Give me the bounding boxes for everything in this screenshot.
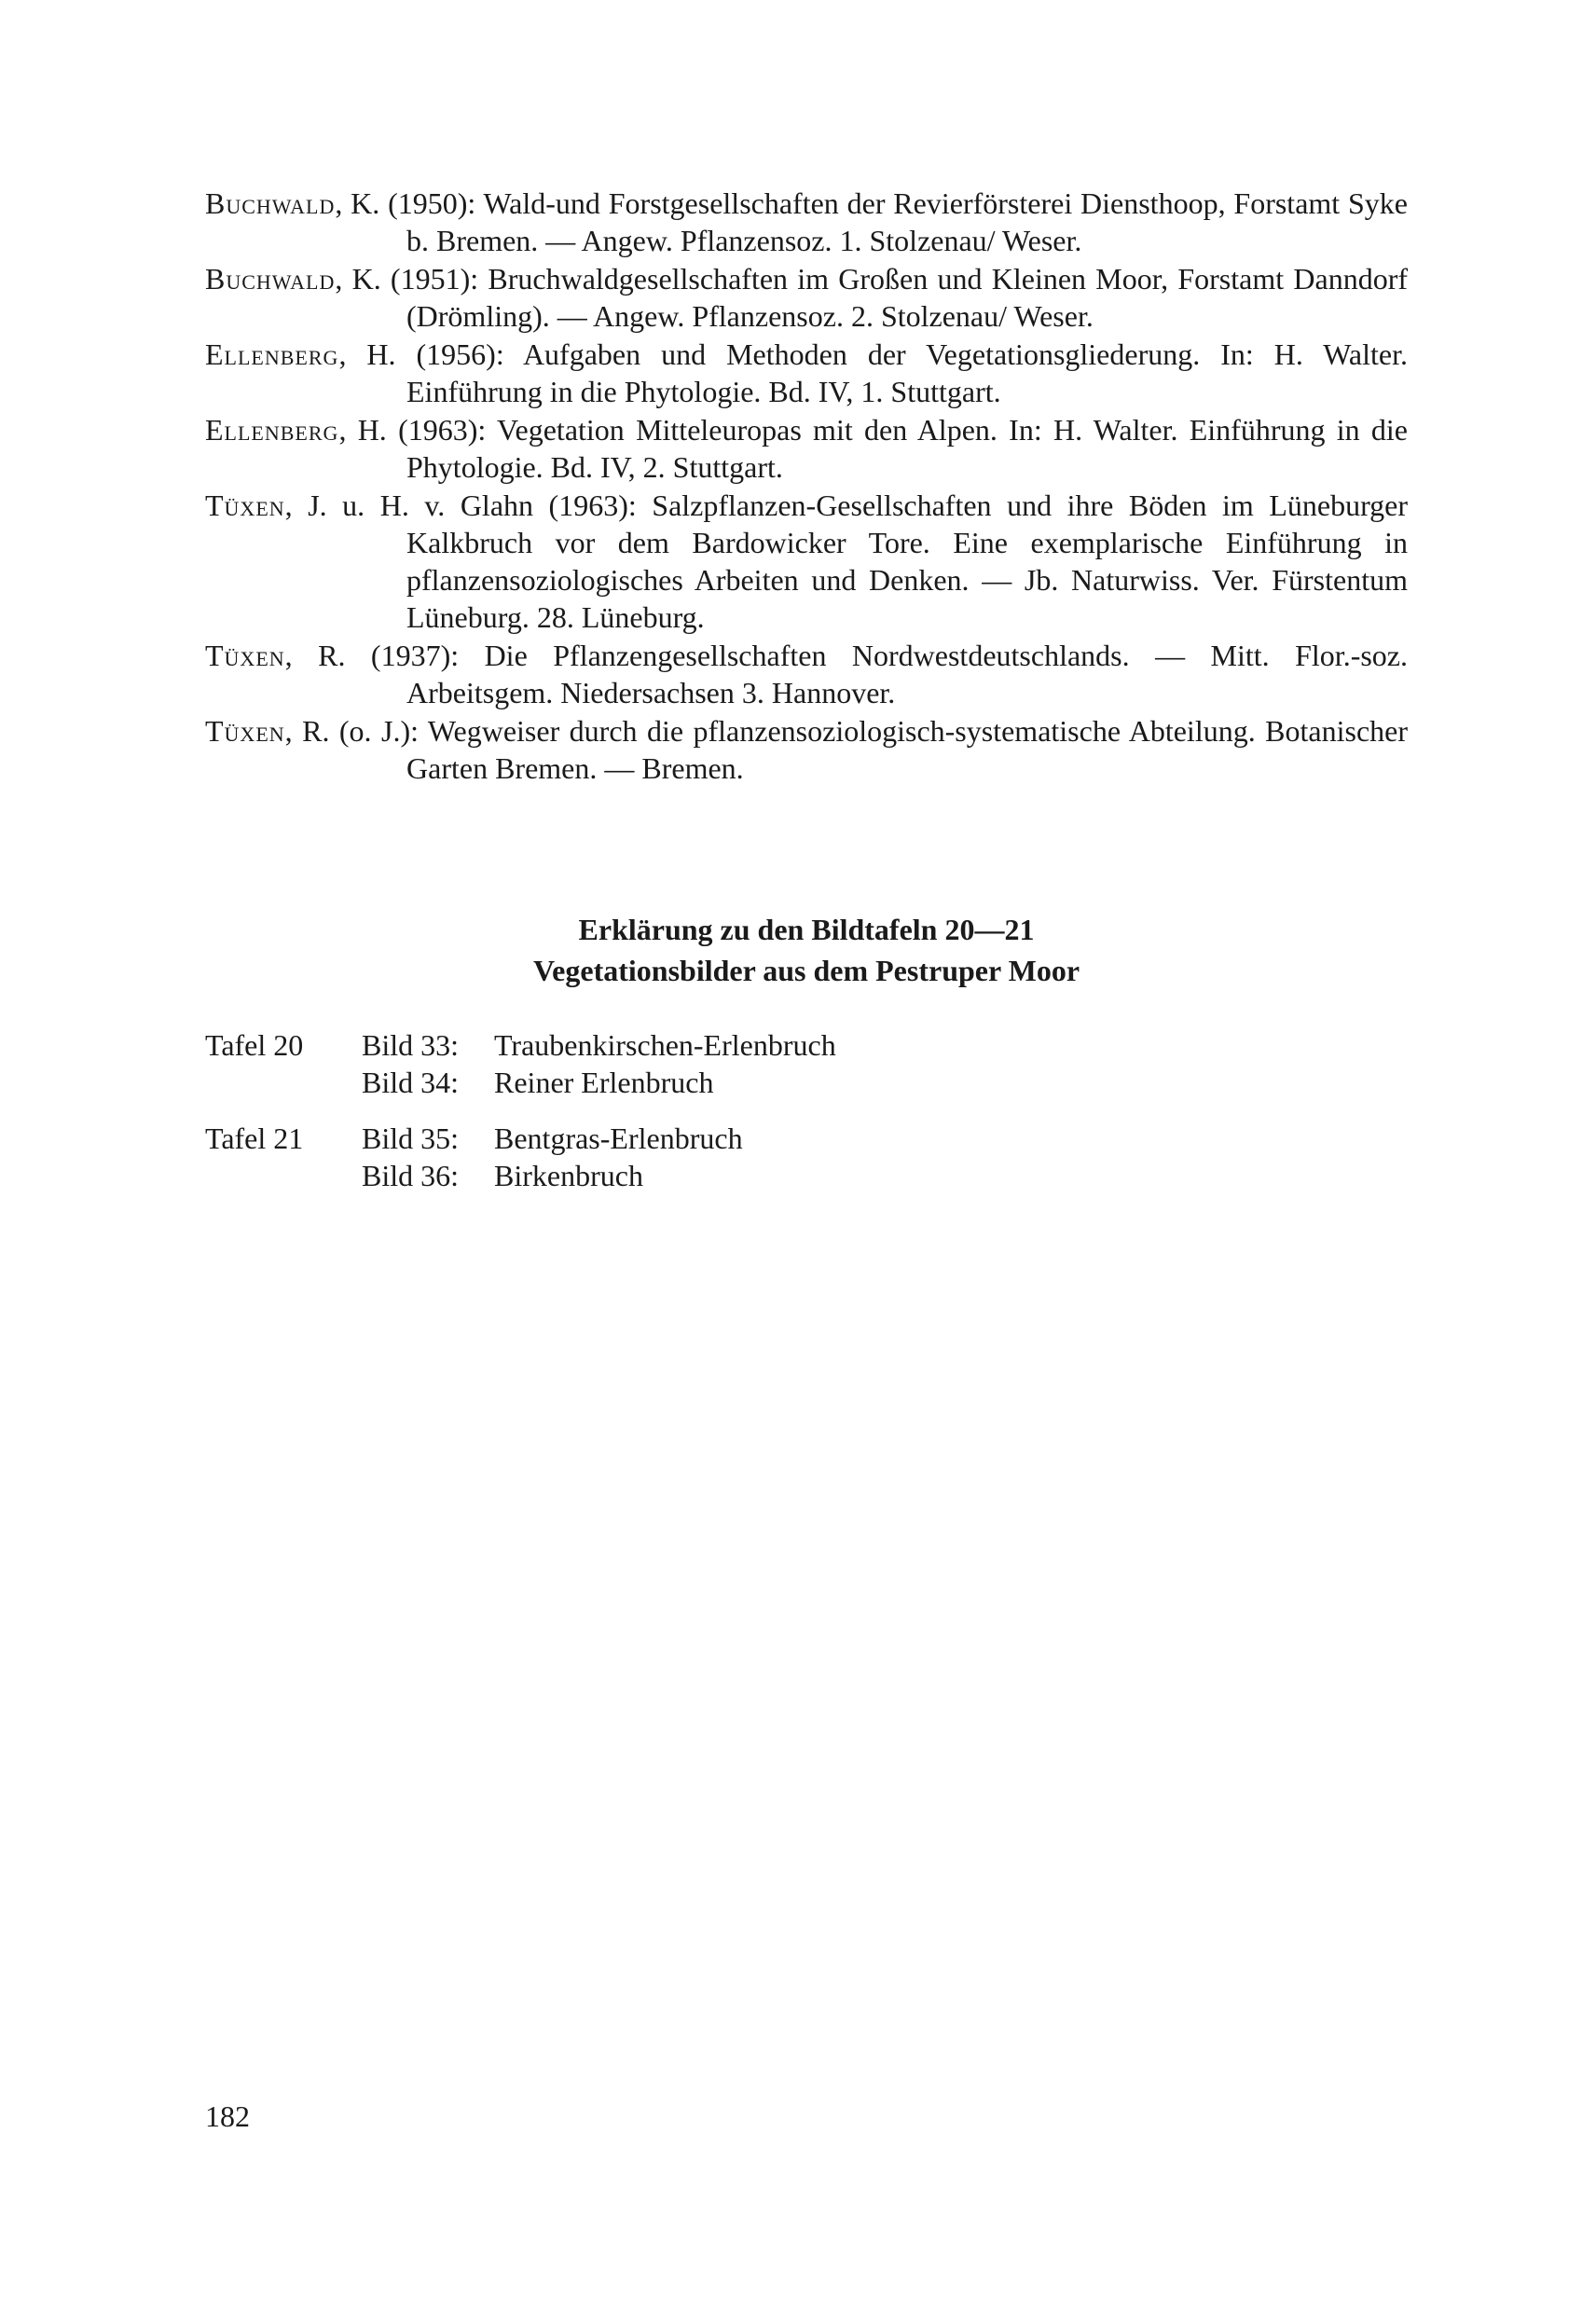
- reference-entry: [205, 411, 1408, 486]
- figure-description: Traubenkirschen-Erlenbruch: [494, 1028, 836, 1062]
- reference-author: Buchwald: [205, 262, 336, 296]
- plate-row: [205, 1064, 1408, 1101]
- plate-explanation: [205, 909, 1408, 1194]
- reference-entry: [205, 712, 1408, 787]
- figure-label: Bild 35:: [362, 1122, 460, 1155]
- reference-text: , R. (o. J.): Wegweiser durch die pflanzensoziologisch-systematische Abteilung. Botanischer Garten Bremen. — Bremen.: [284, 714, 1408, 785]
- reference-author: Buchwald: [205, 186, 336, 220]
- figure-description: Birkenbruch: [494, 1159, 643, 1192]
- plate-list: [205, 1026, 1408, 1194]
- reference-text: , K. (1951): Bruchwaldgesellschaften im Großen und Kleinen Moor, Forstamt Danndorf (Drömling). — Angew. Pflanzensoz. 2. Stolzenau/ Weser.: [335, 262, 1408, 333]
- figure-description: Bentgras-Erlenbruch: [494, 1122, 743, 1155]
- reference-text: , R. (1937): Die Pflanzengesellschaften Nordwestdeutschlands. — Mitt. Flor.-soz. Arbeitsgem. Niedersachsen 3. Hannover.: [284, 639, 1408, 709]
- reference-list: [205, 185, 1408, 788]
- reference-entry: [205, 260, 1408, 335]
- figure-label: Bild 36:: [362, 1159, 460, 1192]
- reference-author: Tüxen: [205, 489, 285, 522]
- reference-entry: [205, 487, 1408, 636]
- reference-author: Ellenberg: [205, 337, 339, 371]
- section-title: Erklärung zu den Bildtafeln 20—21: [578, 913, 1035, 946]
- reference-author: Tüxen: [205, 639, 285, 672]
- plate-label: Tafel 21: [205, 1122, 304, 1155]
- reference-text: , H. (1956): Aufgaben und Methoden der Vegetationsgliederung. In: H. Walter. Einführung in die Phytologie. Bd. IV, 1. Stuttgart.: [338, 337, 1408, 408]
- reference-author: Tüxen: [205, 714, 285, 748]
- figure-label: Bild 34:: [362, 1066, 460, 1099]
- plate-row: [205, 1120, 1408, 1157]
- reference-text: , H. (1963): Vegetation Mitteleuropas mit den Alpen. In: H. Walter. Einführung in die Phytologie. Bd. IV, 2. Stuttgart.: [338, 413, 1408, 484]
- figure-label: Bild 33:: [362, 1028, 460, 1062]
- reference-text: , K. (1950): Wald-und Forstgesellschaften der Revierförsterei Diensthoop, Forstamt Syke b. Bremen. — Angew. Pflanzensoz. 1. Stolzenau/ Weser.: [335, 186, 1408, 257]
- reference-entry: [205, 637, 1408, 711]
- plate-row: [205, 1026, 1408, 1064]
- section-subtitle: Vegetationsbilder aus dem Pestruper Moor: [532, 954, 1080, 987]
- reference-author: Ellenberg: [205, 413, 339, 447]
- reference-entry: [205, 336, 1408, 410]
- reference-entry: [205, 185, 1408, 259]
- page-number: 182: [205, 2099, 250, 2133]
- plate-label: Tafel 20: [205, 1028, 304, 1062]
- figure-description: Reiner Erlenbruch: [494, 1066, 714, 1099]
- reference-text: , J. u. H. v. Glahn (1963): Salzpflanzen-Gesellschaften und ihre Böden im Lüneburger Kalkbruch vor dem Bardowicker Tore. Eine exemplarische Einführung in pflanzensoziologisches Arbeiten und Denken. — Jb. Naturwiss. Ver. Fürstentum Lüneburg. 28. Lüneburg.: [284, 489, 1408, 634]
- plate-row: [205, 1157, 1408, 1194]
